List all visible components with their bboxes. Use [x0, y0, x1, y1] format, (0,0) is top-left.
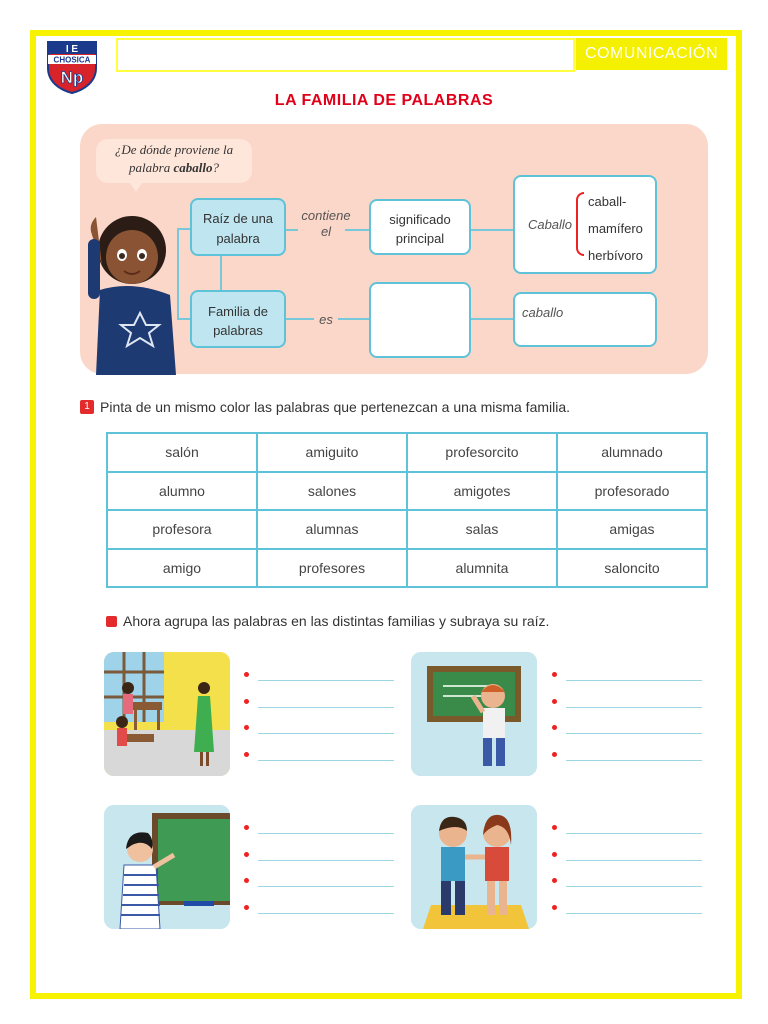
word-cell[interactable]: alumno [107, 472, 257, 511]
answer-line[interactable] [552, 870, 702, 897]
connector [177, 228, 191, 230]
table-row [107, 549, 707, 588]
family-box: Familia de palabras [190, 290, 286, 348]
connector [177, 228, 179, 320]
subject-label: COMUNICACIÓN [576, 38, 727, 70]
word-cell[interactable]: salas [407, 510, 557, 549]
answer-line[interactable] [552, 897, 702, 924]
school-logo [44, 38, 100, 94]
word-cell[interactable]: salones [257, 472, 407, 511]
logo-letters: I E [65, 44, 79, 55]
example-item: mamífero [588, 221, 643, 236]
table-row [107, 510, 707, 549]
answer-line[interactable] [244, 897, 394, 924]
root-connector-text: contiene el [301, 208, 351, 239]
activity-number: 1 [80, 400, 94, 414]
teacher-picture [104, 805, 230, 929]
activity2-instruction: Ahora agrupa las palabras en las distintas familias y subraya su raíz. [106, 613, 549, 629]
family-example-word: caballo [522, 305, 564, 320]
table-row [107, 433, 707, 472]
answer-line[interactable] [552, 664, 702, 691]
answer-lines [552, 664, 702, 770]
root-box: Raíz de una palabra [190, 198, 286, 256]
example-word: Caballo [527, 217, 573, 232]
page-title: LA FAMILIA DE PALABRAS [274, 92, 494, 109]
friends-picture [411, 805, 537, 929]
answer-line[interactable] [552, 691, 702, 718]
family-answer-box[interactable] [369, 282, 471, 358]
answer-line[interactable] [552, 717, 702, 744]
word-table [106, 432, 708, 588]
connector [338, 318, 369, 320]
table-row [107, 472, 707, 511]
example-item: caball- [588, 194, 627, 209]
word-cell[interactable]: alumnita [407, 549, 557, 588]
word-cell[interactable]: amigas [557, 510, 707, 549]
answer-lines [552, 817, 702, 923]
example-item: herbívoro [588, 248, 643, 263]
word-cell[interactable]: amigotes [407, 472, 557, 511]
connector [471, 318, 513, 320]
word-cell[interactable]: profesorcito [407, 433, 557, 472]
word-cell[interactable]: profesora [107, 510, 257, 549]
activity1-instruction: 1 Pinta de un mismo color las palabras que pertenezcan a una misma familia. [80, 399, 570, 415]
answer-line[interactable] [244, 664, 394, 691]
connector [471, 229, 513, 231]
answer-line[interactable] [552, 744, 702, 771]
example-list [588, 188, 643, 269]
meaning-box: significado principal [369, 199, 471, 255]
logo-name: CHOSICA [53, 55, 91, 65]
logo-initials: Np [60, 68, 84, 87]
answer-lines [244, 817, 394, 923]
answer-line[interactable] [552, 844, 702, 871]
connector [286, 318, 314, 320]
family-connector-text: es [319, 312, 333, 327]
classroom-picture [104, 652, 230, 776]
word-cell[interactable]: saloncito [557, 549, 707, 588]
word-cell[interactable]: alumnado [557, 433, 707, 472]
answer-line[interactable] [244, 744, 394, 771]
word-cell[interactable]: profesorado [557, 472, 707, 511]
speech-bubble: ¿De dónde proviene la palabra caballo? [96, 139, 252, 183]
answer-line[interactable] [552, 817, 702, 844]
answer-lines [244, 664, 394, 770]
connector [177, 318, 191, 320]
red-bracket [576, 192, 584, 256]
speech-bubble-tail [128, 180, 144, 192]
boy-illustration [80, 195, 190, 375]
answer-line[interactable] [244, 691, 394, 718]
answer-line[interactable] [244, 817, 394, 844]
word-cell[interactable]: profesores [257, 549, 407, 588]
answer-line[interactable] [244, 870, 394, 897]
student-picture [411, 652, 537, 776]
word-cell[interactable]: salón [107, 433, 257, 472]
connector [220, 255, 222, 295]
word-cell[interactable]: alumnas [257, 510, 407, 549]
name-field[interactable] [116, 38, 575, 72]
word-cell[interactable]: amigo [107, 549, 257, 588]
bullet-square [106, 616, 117, 627]
answer-line[interactable] [244, 844, 394, 871]
answer-line[interactable] [244, 717, 394, 744]
word-cell[interactable]: amiguito [257, 433, 407, 472]
